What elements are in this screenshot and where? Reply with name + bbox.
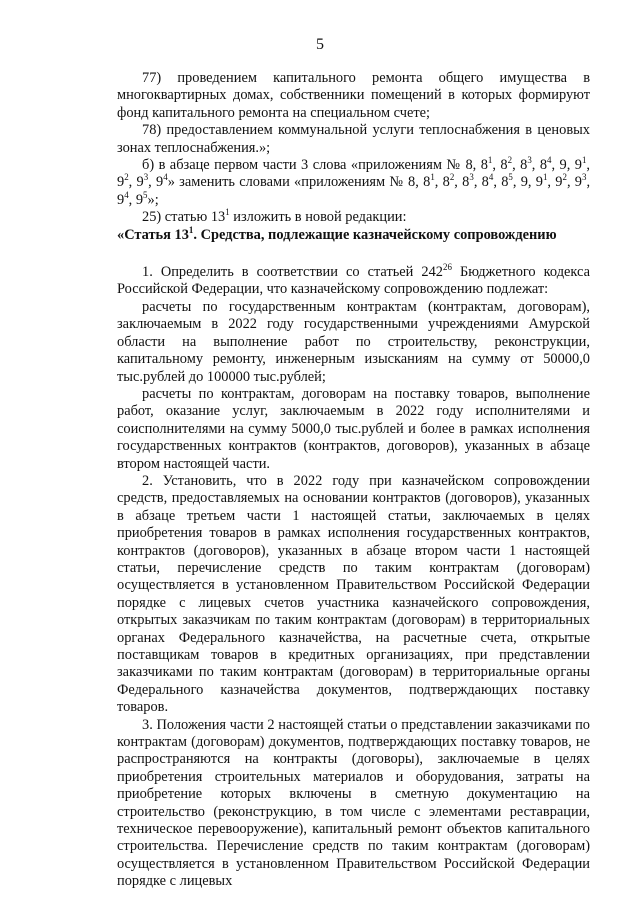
clause-2: 2. Установить, что в 2022 году при казначейском сопровождении средств, предоставляемых на основании контрактов (договоров), указанных в абзаце третьем части 1 настоящей статьи, заключаемых в целях приобретения товаров в рамках исполнения государственных контрактов, контрактов (договоров), указанных в абзаце втором части 1 настоящей статьи, перечисление средств по таким контрактам (договорам) осуществляется в установленном Правительством Российской Федерации порядке с лицевых счетов участника казначейского сопровождения, открытых заказчикам по таким контрактам (договорам) в территориальных органах Федерального казначейства, на расчетные счета, открытые поставщикам товаров в кредитных организациях, при представлении заказчиками по таким контрактам (договорам) в территориальные органы Федерального казначейства документов, подтверждающих поставку товаров. — [117, 472, 590, 716]
document-body — [117, 70, 590, 891]
clause-1-paragraph-3: расчеты по контрактам, договорам на поставку товаров, выполнение работ, оказание услуг, заключаемым в 2022 году исполнителями и соисполнителями на сумму 5000,0 тыс.рублей и более в рамках исполнения государственных контрактов (контрактов, договоров), указанных в абзаце втором настоящей части. — [117, 385, 590, 472]
article-heading: «Статья $13^1$. Средства, подлежащие казначейскому сопровождению — [117, 224, 557, 243]
clause-1-paragraph-2: расчеты по государственным контрактам (контрактам, договорам), заключаемым в 2022 году государственными учреждениями Амурской области на выполнение работ по строительству, реконструкции, капитальному ремонту, инженерным изысканиям на сумму от 50000,0 тыс.рублей до 100000 тыс.рублей; — [117, 298, 590, 385]
paragraph-item-77: 77) проведением капитального ремонта общего имущества в многоквартирных домах, собственники помещений в которых формируют фонд капитального ремонта на специальном счете; — [117, 70, 590, 121]
clause-3: 3. Положения части 2 настоящей статьи о представлении заказчиками по контрактам (договорам) документов, подтверждающих поставку товаров, не распространяются на контракты (договоры), заключаемые в целях приобретения строительных материалов и оборудования, затраты на приобретение которых включены в сметную документацию на строительство (реконструкцию, в том числе с элементами реставрации, техническое перевооружение), капитальный ремонт объектов капитального строительства. Перечисление средств по таким контрактам (договорам) осуществляется в установленном Правительством Российской Федерации порядке с лицевых — [117, 716, 590, 890]
paragraph-item-78: 78) предоставлением коммунальной услуги теплоснабжения в ценовых зонах теплоснабжения.»; — [117, 122, 590, 156]
paragraph-subitem-b: б) в абзаце первом части 3 слова «приложениям № 8, $8^1$, $8^2$, $8^3$, $8^4$, 9, $9^1$, $9^2$, $9^3$, $9^4$» заменить словами «приложениям № 8, $8^1$, $8^2$, $8^3$, $8^4$, $8^5$, 9, $9^1$, $9^2$, $9^3$, $9^4$, $9^5$»; — [117, 155, 591, 208]
paragraph-item-25: 25) статью $13^1$ изложить в новой редакции: — [142, 207, 407, 226]
clause-1: 1. Определить в соответствии со статьей $242^{26}$ Бюджетного кодекса Российской Федерации, что казначейскому сопровождению подлежат: — [117, 262, 590, 298]
page-number: 5 — [316, 36, 324, 53]
